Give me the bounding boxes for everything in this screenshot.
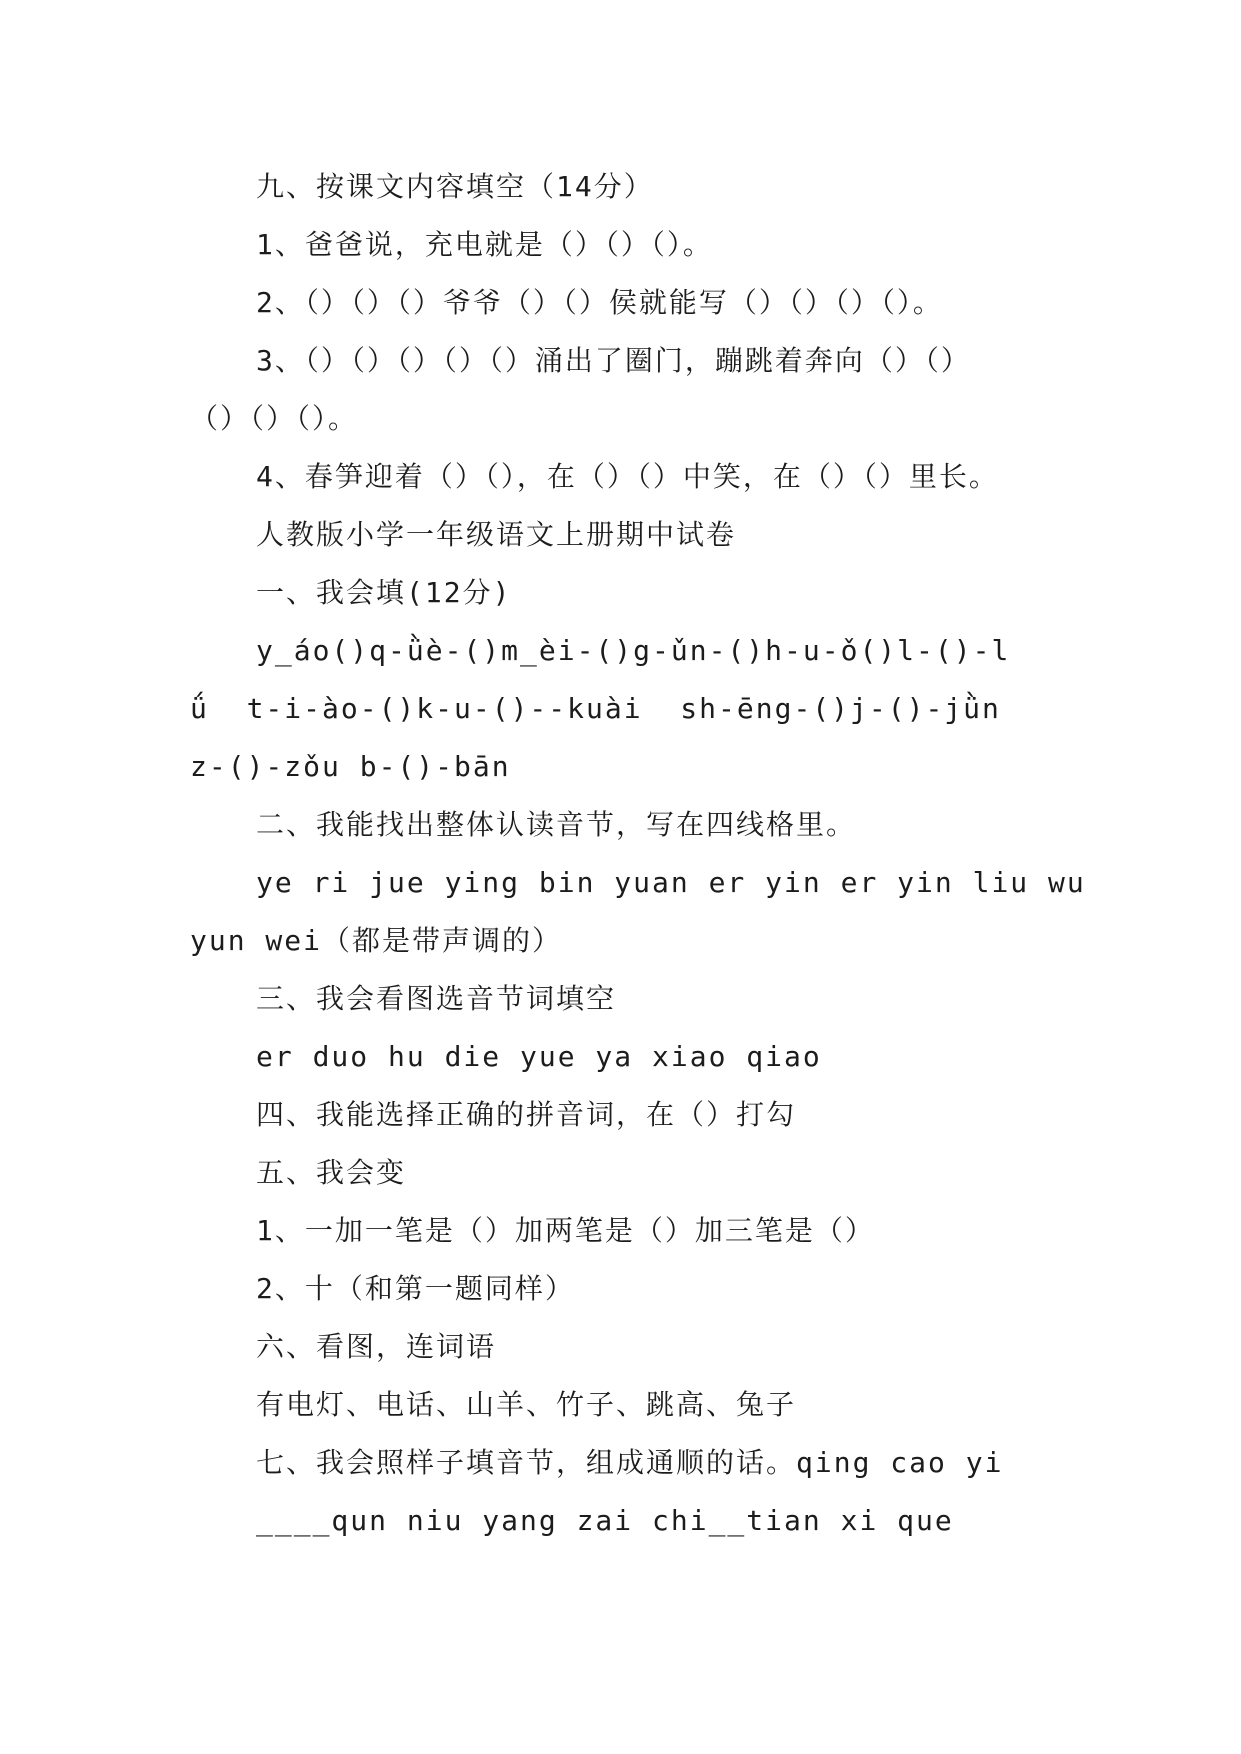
section-heading: 七、我会照样子填音节，组成通顺的话。qing cao yi xyxy=(256,1446,1004,1479)
pinyin-line: ye ri jue ying bin yuan er yin er yin liu wu xyxy=(256,866,1086,899)
section-heading: 一、我会填(12分) xyxy=(256,576,512,609)
pinyin-line: ____qun niu yang zai chi__tian xi que xyxy=(256,1504,954,1537)
section-heading: 六、看图，连词语 xyxy=(256,1330,497,1363)
pinyin-line-continuation: ǘ t-i-ào-()k-u-()--kuài sh-ēng-()j-()-jǜn xyxy=(190,692,1001,725)
document-body xyxy=(190,158,1086,1550)
question-line: 4、春笋迎着（）（），在（）（）中笑，在（）（）里长。 xyxy=(256,460,999,493)
question-line: 1、爸爸说，充电就是（）（）（）。 xyxy=(256,228,713,261)
pinyin-line-continuation: z-()-zǒu b-()-bān xyxy=(190,750,511,783)
section-heading: 三、我会看图选音节词填空 xyxy=(256,982,617,1015)
section-heading: 五、我会变 xyxy=(256,1156,407,1189)
document-title: 人教版小学一年级语文上册期中试卷 xyxy=(256,518,737,551)
question-line: 2、（）（）（）爷爷（）（）侯就能写（）（）（）（）。 xyxy=(256,286,943,319)
section-heading: 二、我能找出整体认读音节，写在四线格里。 xyxy=(256,808,857,841)
question-line: 3、（）（）（）（）（）涌出了圈门，蹦跳着奔向（）（） xyxy=(256,344,971,377)
question-line: 1、一加一笔是（）加两笔是（）加三笔是（） xyxy=(256,1214,875,1247)
question-line: 2、十（和第一题同样） xyxy=(256,1272,575,1305)
question-line: 有电灯、电话、山羊、竹子、跳高、兔子 xyxy=(256,1388,797,1421)
pinyin-line: er duo hu die yue ya xiao qiao xyxy=(256,1040,822,1073)
section-heading: 四、我能选择正确的拼音词，在（）打勾 xyxy=(256,1098,797,1131)
question-line-continuation: （）（）（）。 xyxy=(190,402,359,435)
pinyin-line: y_áo()q-ǜè-()m_èi-()g-ǔn-()h-u-ǒ()l-()-l xyxy=(256,634,1011,667)
section-heading: 九、按课文内容填空（14分） xyxy=(256,170,654,203)
pinyin-line-continuation: yun wei（都是带声调的） xyxy=(190,924,563,957)
